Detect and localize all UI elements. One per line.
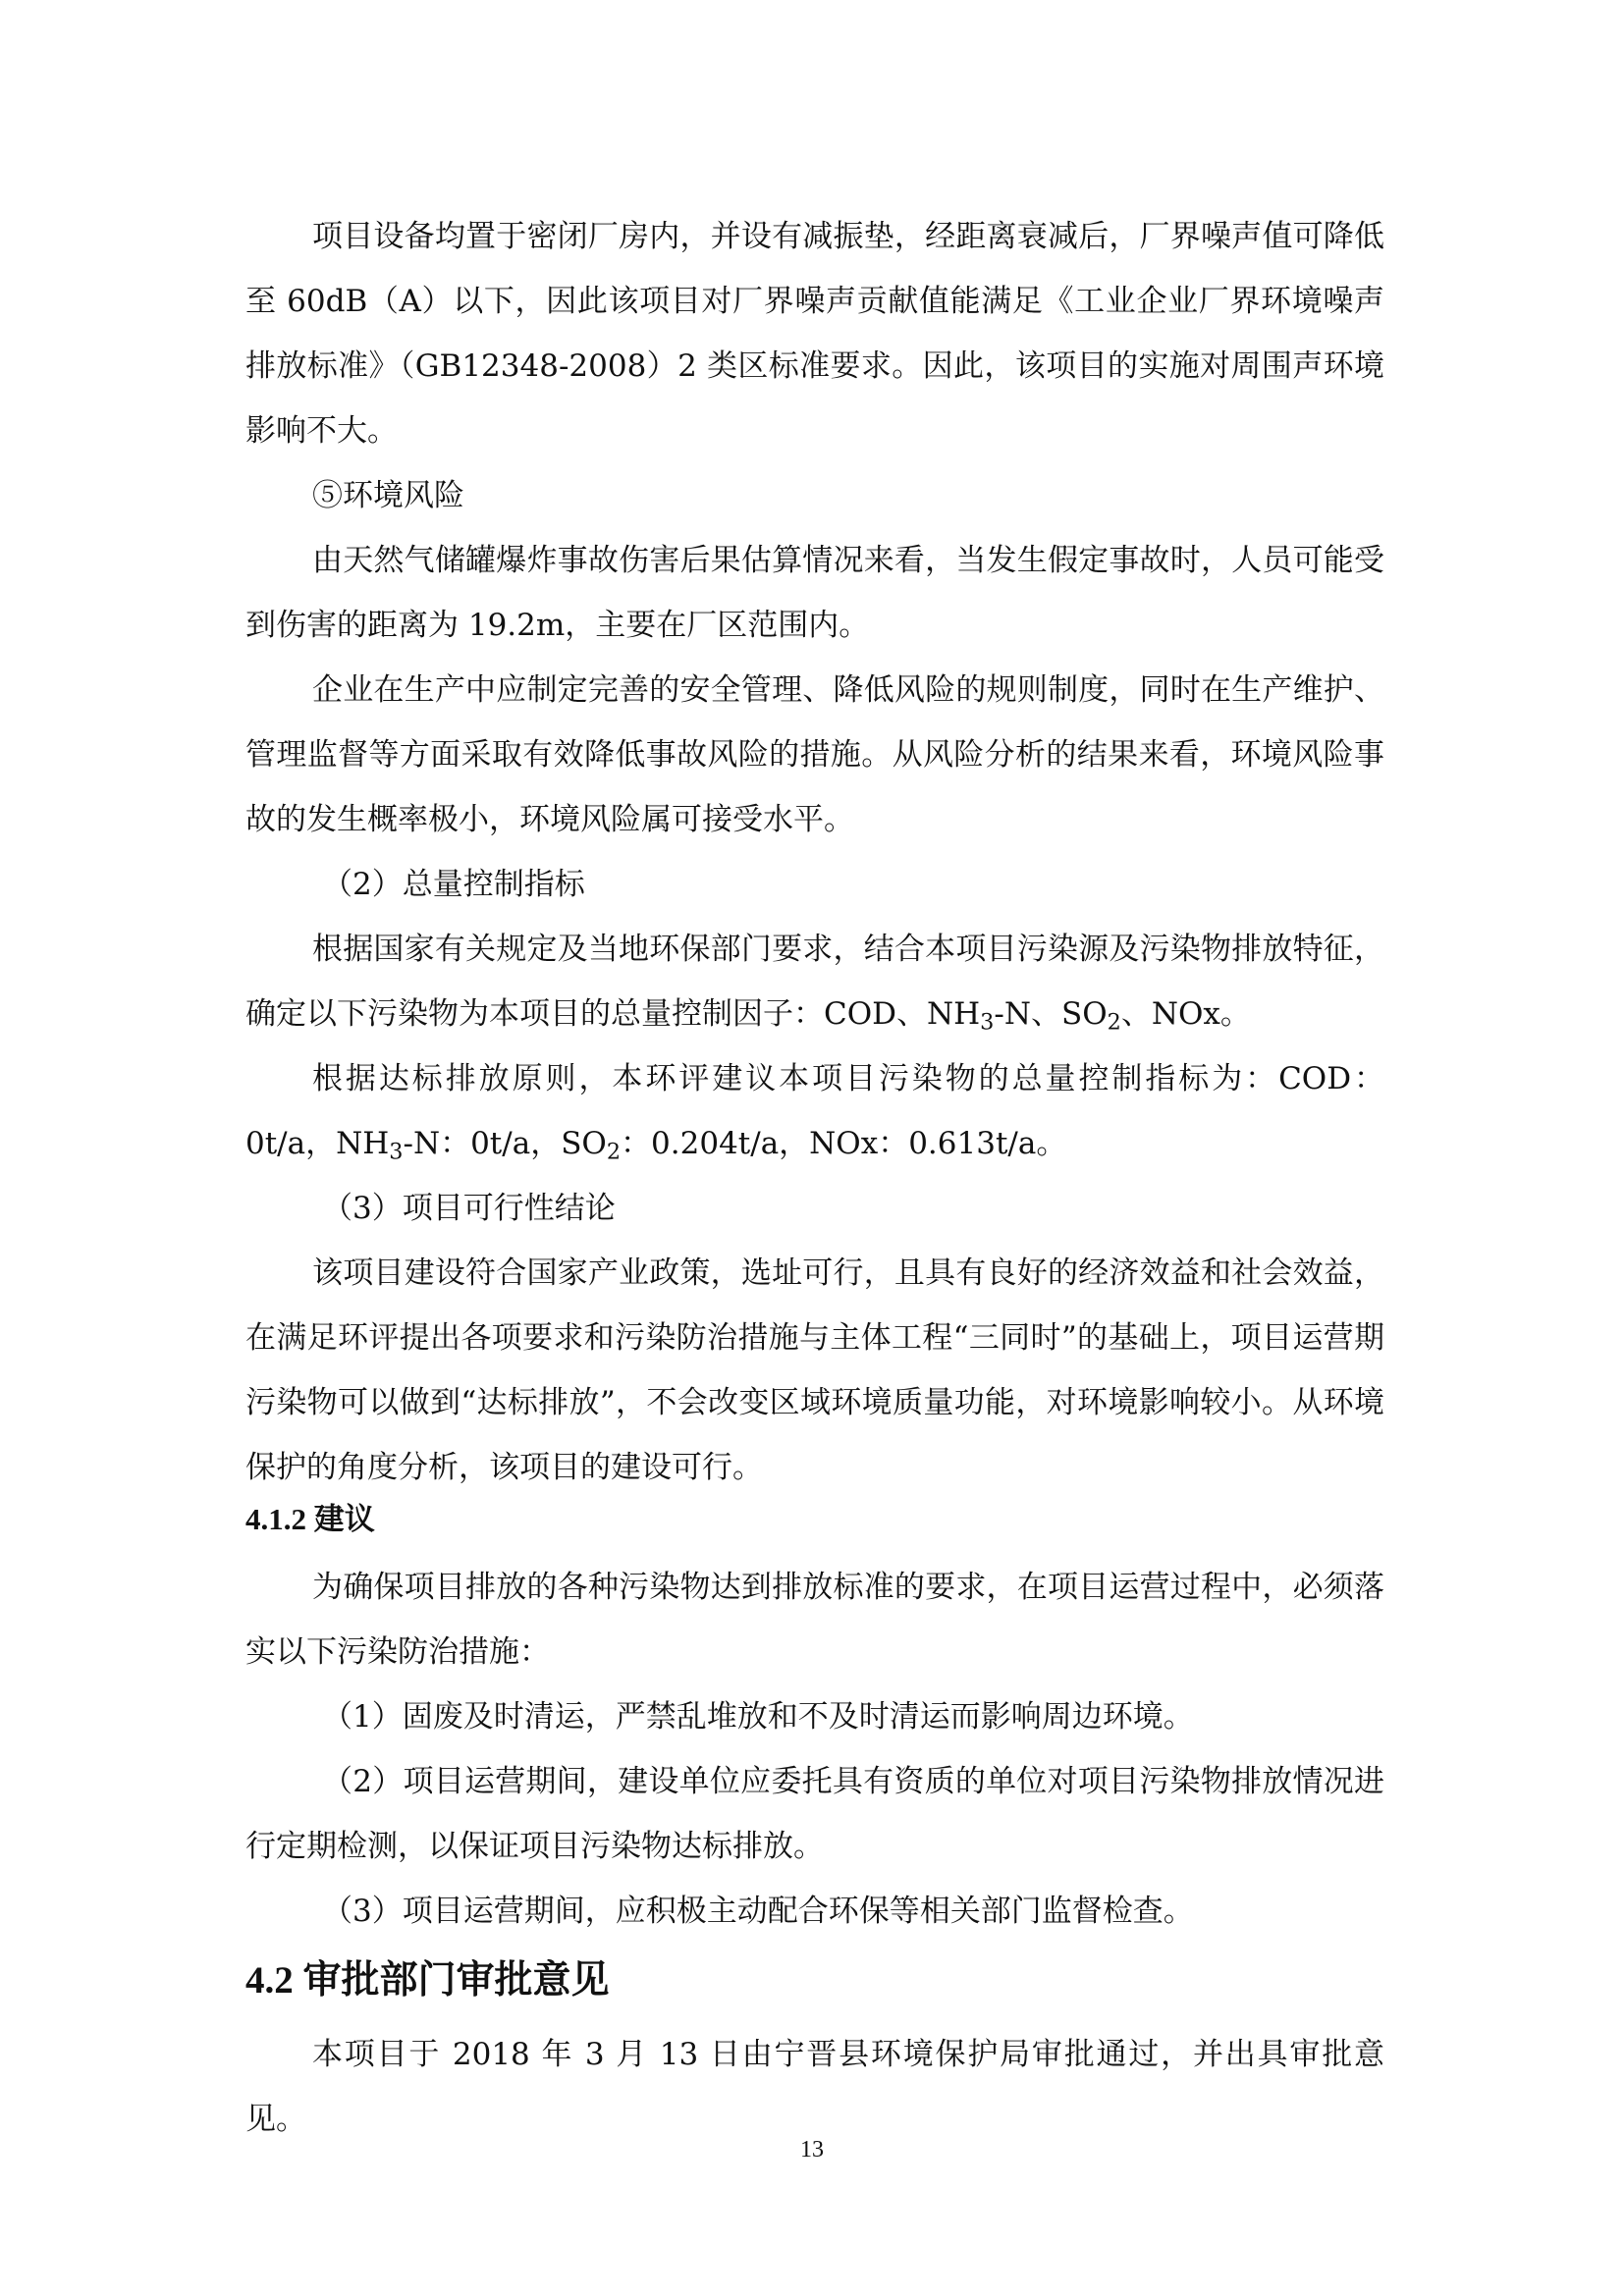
suggestion-item-3: （3）项目运营期间，应积极主动配合环保等相关部门监督检查。 [322, 1894, 1194, 1929]
noise-paragraph: 项目设备均置于密闭厂房内，并设有减振垫，经距离衰减后，厂界噪声值可降低至 60dB（A）以下，因此该项目对厂界噪声贡献值能满足《工业企业厂界环境噪声排放标准》（GB12348-2008）2 类区标准要求。因此，该项目的实施对周围声环境影响不大。 [245, 219, 1384, 449]
total-control-paragraph-2: 根据达标排放原则，本环评建议本项目污染物的总量控制指标为：COD：0t/a，NH3-N：0t/a，SO2：0.204t/a，NOx：0.613t/a。 [245, 1061, 1384, 1165]
approval-paragraph: 本项目于 2018 年 3 月 13 日由宁晋县环境保护局审批通过，并出具审批意见。 [245, 2037, 1384, 2137]
feasibility-paragraph: 该项目建设符合国家产业政策，选址可行，且具有良好的经济效益和社会效益，在满足环评提出各项要求和污染防治措施与主体工程“三同时”的基础上，项目运营期污染物可以做到“达标排放”，不会改变区域环境质量功能，对环境影响较小。从环境保护的角度分析，该项目的建设可行。 [245, 1255, 1384, 1485]
risk-paragraph-2: 企业在生产中应制定完善的安全管理、降低风险的规则制度，同时在生产维护、管理监督等方面采取有效降低事故风险的措施。从风险分析的结果来看，环境风险事故的发生概率极小，环境风险属可接受水平。 [245, 672, 1384, 837]
total-control-paragraph-1: 根据国家有关规定及当地环保部门要求，结合本项目污染源及污染物排放特征，确定以下污染物为本项目的总量控制因子：COD、NH3-N、SO2、NOx。 [245, 932, 1384, 1036]
suggestion-intro: 为确保项目排放的各种污染物达到排放标准的要求，在项目运营过程中，必须落实以下污染防治措施： [245, 1570, 1384, 1670]
suggestion-item-1: （1）固废及时清运，严禁乱堆放和不及时清运而影响周边环境。 [322, 1699, 1194, 1735]
section-4-2-heading: 4.2 审批部门审批意见 [245, 1959, 610, 2002]
total-control-heading: （2）总量控制指标 [322, 867, 585, 902]
feasibility-heading: （3）项目可行性结论 [322, 1191, 616, 1226]
page-number: 13 [800, 2137, 824, 2163]
risk-paragraph-1: 由天然气储罐爆炸事故伤害后果估算情况来看，当发生假定事故时，人员可能受到伤害的距离为 19.2m，主要在厂区范围内。 [245, 543, 1384, 643]
section-4-1-2-heading: 4.1.2 建议 [245, 1502, 375, 1536]
risk-heading: ⑤环境风险 [312, 478, 464, 513]
suggestion-item-2: （2）项目运营期间，建设单位应委托具有资质的单位对项目污染物排放情况进行定期检测，以保证项目污染物达标排放。 [245, 1764, 1384, 1864]
